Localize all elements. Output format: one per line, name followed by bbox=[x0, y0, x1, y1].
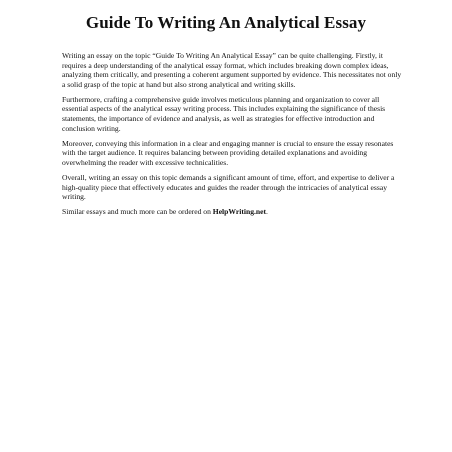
paragraph-clarity: Moreover, conveying this information in a clear and engaging manner is crucial to ensure the essay resonates with the target audience. It requires balancing between providing detailed explanations and avoiding overwhelming the reader with excessive technicalities. bbox=[62, 138, 394, 167]
paragraph-planning: Furthermore, crafting a comprehensive guide involves meticulous planning and organization to cover all essential aspects of the analytical essay writing process. This includes explaining the significance of thesis statements, the importance of evidence and analysis, as well as strategies for effective introduction and conclusion writing. bbox=[62, 94, 386, 133]
paragraph-intro: Writing an essay on the topic “Guide To Writing An Analytical Essay” can be quite challenging. Firstly, it requires a deep understanding of the analytical essay format, which includes breaking down complex ideas, analyzing them critically, and presenting a coherent argument supported by evidence. This necessitates not only a solid grasp of the topic at hand but also strong analytical and writing skills. bbox=[62, 51, 402, 89]
page-title: Guide To Writing An Analytical Essay bbox=[85, 13, 367, 32]
paragraph-closing bbox=[62, 207, 402, 217]
closing-prefix: Similar essays and much more can be ordered on bbox=[62, 207, 213, 217]
closing-suffix: . bbox=[266, 207, 268, 217]
helpwriting-link[interactable]: HelpWriting.net bbox=[212, 207, 267, 217]
document-body bbox=[62, 51, 402, 222]
paragraph-overall: Overall, writing an essay on this topic demands a significant amount of time, effort, and expertise to deliver a high-quality piece that effectively educates and guides the reader through the intricacies of analytical essay writing. bbox=[62, 173, 395, 202]
